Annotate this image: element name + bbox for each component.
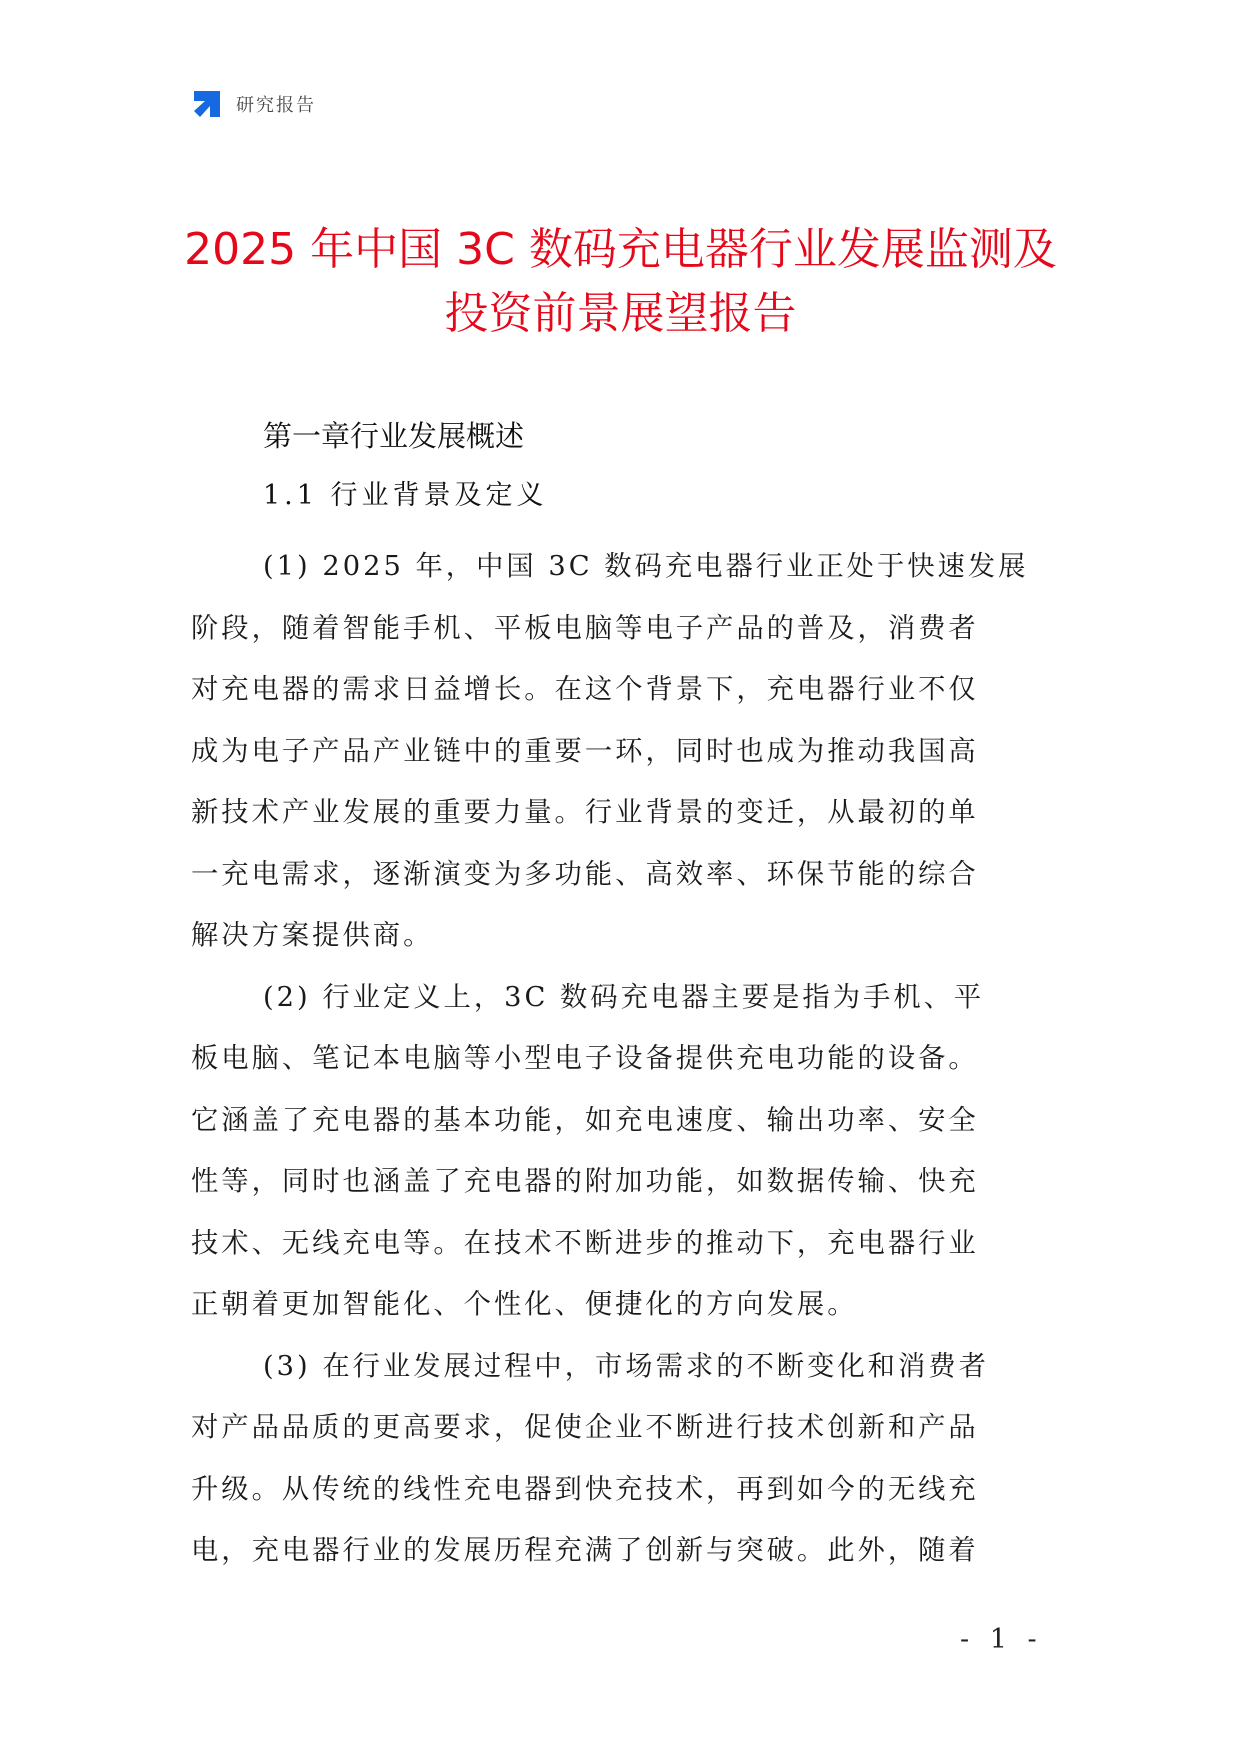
- paragraph-line: 性等，同时也涵盖了充电器的附加功能，如数据传输、快充: [191, 1166, 979, 1197]
- paragraph-2: [191, 967, 1051, 1336]
- header-label: 研究报告: [236, 95, 316, 116]
- paragraph-line: (2) 行业定义上，3C 数码充电器主要是指为手机、平: [263, 981, 985, 1013]
- paragraph-line: 成为电子产品产业链中的重要一环，同时也成为推动我国高: [191, 735, 979, 767]
- paragraph-line: 板电脑、笔记本电脑等小型电子设备提供充电功能的设备。: [191, 1043, 979, 1074]
- document-title: [150, 218, 1091, 346]
- paragraph-3: [191, 1336, 1051, 1582]
- paragraph-line: 解决方案提供商。: [191, 920, 434, 951]
- arrow-up-right-icon: [190, 87, 224, 121]
- document-header: [190, 86, 316, 122]
- title-line-2: 投资前景展望报告: [444, 288, 797, 339]
- paragraph-line: 对充电器的需求日益增长。在这个背景下，充电器行业不仅: [191, 674, 979, 705]
- document-body: [191, 416, 1051, 1582]
- paragraph-line: 技术、无线充电等。在技术不断进步的推动下，充电器行业: [191, 1227, 979, 1259]
- paragraph-line: 对产品品质的更高要求，促使企业不断进行技术创新和产品: [191, 1412, 979, 1443]
- paragraph-line: 它涵盖了充电器的基本功能，如充电速度、输出功率、安全: [191, 1104, 979, 1136]
- paragraph-1: [191, 536, 1051, 967]
- chapter-heading: 第一章行业发展概述: [263, 419, 525, 453]
- paragraph-line: 阶段，随着智能手机、平板电脑等电子产品的普及，消费者: [191, 612, 979, 644]
- paragraph-line: 升级。从传统的线性充电器到快充技术，再到如今的无线充: [191, 1473, 979, 1505]
- page-number: - 1 -: [960, 1624, 1043, 1655]
- paragraph-line: (1) 2025 年，中国 3C 数码充电器行业正处于快速发展: [263, 551, 1029, 582]
- paragraph-line: 新技术产业发展的重要力量。行业背景的变迁，从最初的单: [191, 797, 979, 828]
- paragraph-line: (3) 在行业发展过程中，市场需求的不断变化和消费者: [263, 1350, 989, 1382]
- title-line-1: 2025 年中国 3C 数码充电器行业发展监测及: [184, 224, 1057, 275]
- paragraph-line: 一充电需求，逐渐演变为多功能、高效率、环保节能的综合: [191, 858, 979, 890]
- paragraph-line: 正朝着更加智能化、个性化、便捷化的方向发展。: [191, 1289, 858, 1320]
- section-heading: 1.1 行业背景及定义: [263, 480, 548, 511]
- paragraph-line: 电，充电器行业的发展历程充满了创新与突破。此外，随着: [191, 1535, 979, 1566]
